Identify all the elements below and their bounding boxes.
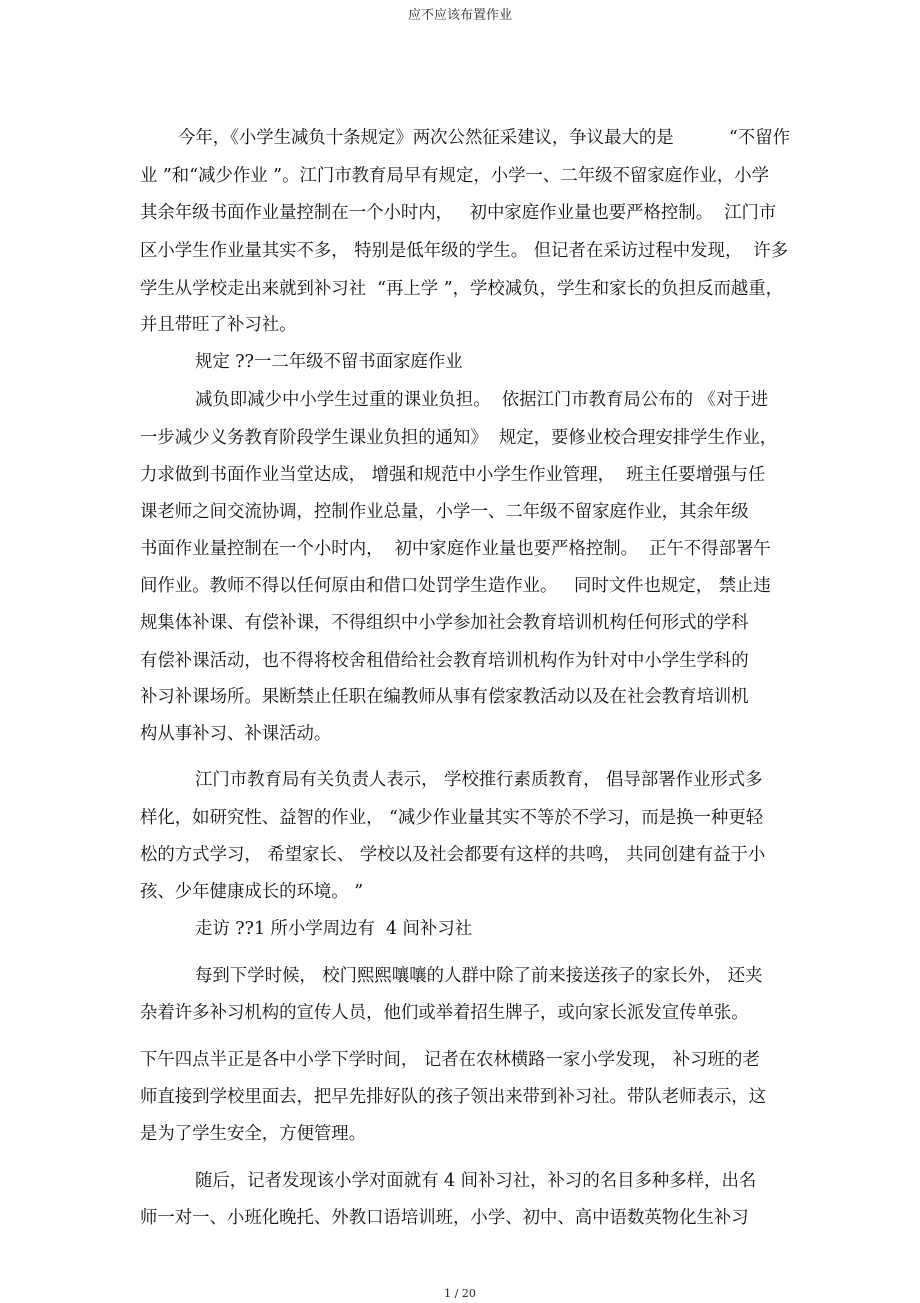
text-line: 孩、少年健康成长的环境。 ” xyxy=(140,882,364,902)
section-heading: 走访 ??1 所小学周边有 4 间补习社 xyxy=(195,919,473,939)
text-line: 随后，记者发现该小学对面就有 4 间补习社，补习的名目多种多样，出名 xyxy=(195,1171,757,1191)
text-line: 江门市教育局有关负责人表示， 学校推行素质教育， 倡导部署作业形式多 xyxy=(195,770,763,790)
document-title: 应不应该布置作业 xyxy=(407,8,512,23)
text-line: 松的方式学习， 希望家长、 学校以及社会都要有这样的共鸣， 共同创建有益于小 xyxy=(140,845,766,865)
text-line: 师直接到学校里面去，把早先排好队的孩子领出来带到补习社。带队老师表示，这 xyxy=(140,1087,767,1107)
text-line: 区小学生作业量其实不多， 特别是低年级的学生。 但记者在采访过程中发现， 许多 xyxy=(140,241,789,261)
text-line: 其余年级书面作业量控制在一个小时内， 初中家庭作业量也要严格控制。 江门市 xyxy=(140,203,777,223)
text-line: 今年，《小学生减负十条规定》两次公然征采建议，争议最大的是 “不留作 xyxy=(178,128,790,148)
text-line: 构从事补习、补课活动。 xyxy=(140,724,332,744)
text-line: 是为了学生安全，方便管理。 xyxy=(140,1124,367,1144)
text-line: 减负即减少中小学生过重的课业负担。 依据江门市教育局公布的 《对于进 xyxy=(195,390,769,410)
text-line: 一步减少义务教育阶段学生课业负担的通知》 规定，要修业校合理安排学生作业， xyxy=(140,428,778,448)
text-line: 每到下学时候， 校门熙熙嚷嚷的人群中除了前来接送孩子的家长外， 还夹 xyxy=(195,966,763,986)
page-number: 1 / 20 xyxy=(444,1287,476,1300)
text-line: 有偿补课活动，也不得将校舍租借给社会教育培训机构作为针对中小学生学科的 xyxy=(140,651,749,671)
text-line: 业 ”和“减少作业 ”。江门市教育局早有规定，小学一、二年级不留家庭作业，小学 xyxy=(140,166,770,186)
text-line: 样化，如研究性、益智的作业， “减少作业量其实不等於不学习，而是换一种更轻 xyxy=(140,808,764,828)
text-line: 课老师之间交流协调，控制作业总量，小学一、二年级不留家庭作业，其余年级 xyxy=(140,502,749,522)
text-line: 规集体补课、有偿补课，不得组织中小学参加社会教育培训机构任何形式的学科 xyxy=(140,613,749,633)
text-line: 书面作业量控制在一个小时内， 初中家庭作业量也要严格控制。 正午不得部署午 xyxy=(140,539,771,559)
text-line: 杂着许多补习机构的宣传人员，他们或举着招生牌子，或向家长派发宣传单张。 xyxy=(140,1003,749,1023)
section-heading: 规定 ??一二年级不留书面家庭作业 xyxy=(195,352,463,372)
text-line: 学生从学校走出来就到补习社 “再上学 ”，学校减负，学生和家长的负担反而越重， xyxy=(140,279,784,299)
text-line: 师一对一、小班化晚托、外教口语培训班，小学、初中、高中语数英物化生补习 xyxy=(140,1208,749,1228)
text-line: 补习补课场所。果断禁止任职在编教师从事有偿家教活动以及在社会教育培训机 xyxy=(140,687,749,707)
text-line: 力求做到书面作业当堂达成， 增强和规范中小学生作业管理， 班主任要增强与任 xyxy=(140,465,766,485)
text-line: 下午四点半正是各中小学下学时间， 记者在农林横路一家小学发现， 补习班的老 xyxy=(140,1050,760,1070)
text-line: 并且带旺了补习社。 xyxy=(140,315,297,335)
text-line: 间作业。教师不得以任何原由和借口处罚学生造作业。 同时文件也规定， 禁止违 xyxy=(140,576,771,596)
